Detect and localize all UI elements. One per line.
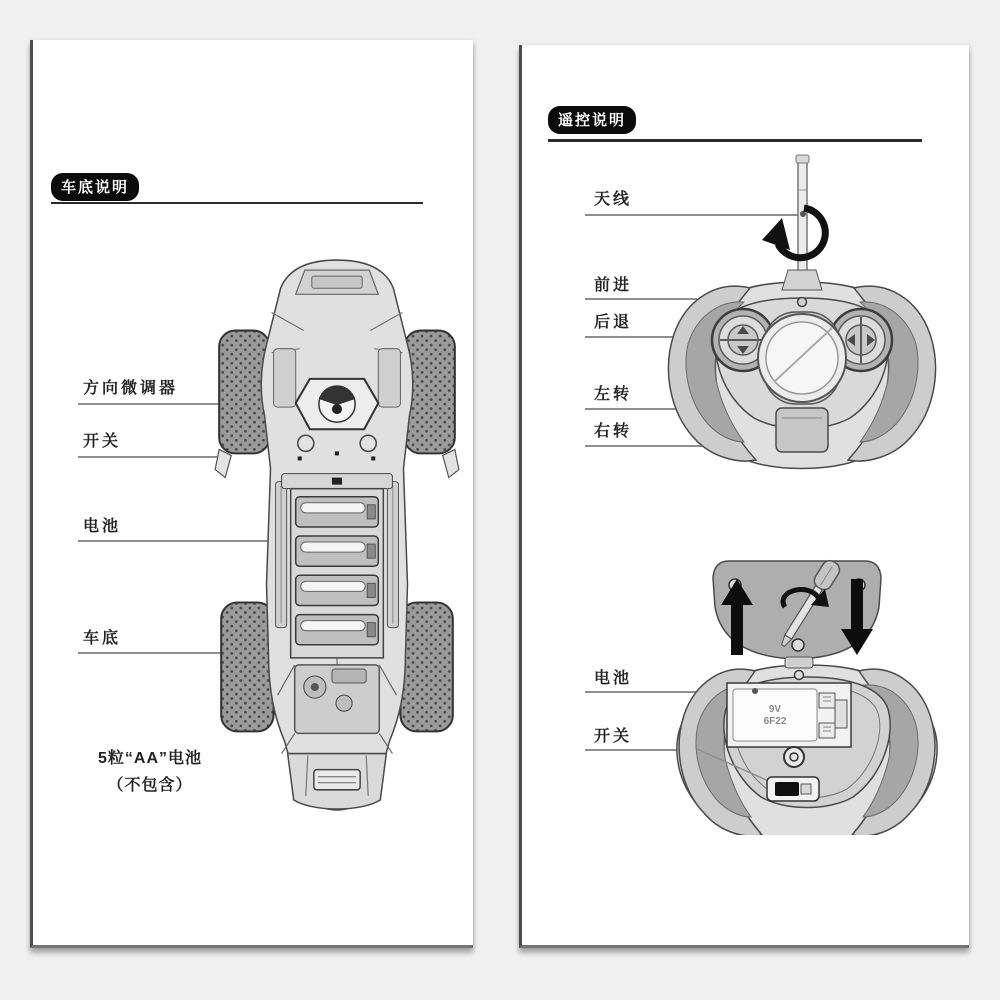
label-chassis: 车底 [83,630,122,647]
battery-note-line2: （不包含） [107,777,193,794]
led-indicator [798,298,807,307]
front-plate [312,276,362,288]
section-badge-remote: 遥控说明 [548,106,636,134]
trigger [776,408,828,452]
header-rule [51,202,423,204]
label-steering-trim: 方向微调器 [83,380,179,397]
car-underside-diagram [211,252,463,816]
page-remote [519,45,969,948]
battery-marking-type: 6F22 [763,716,787,727]
rotation-arrow-icon [762,208,825,258]
remote-top-diagram [652,150,952,470]
leader-dot [800,211,806,217]
left-suspension [274,349,296,407]
back-screw [784,747,804,767]
label-remote-switch: 开关 [594,728,633,745]
leader-dot [752,688,758,694]
power-switch [767,777,819,801]
rear-right-wheel [400,602,452,731]
left-side-flap [215,449,231,477]
screw [795,671,804,680]
screw-hole [360,435,376,451]
rear-left-wheel [221,602,273,731]
header-rule [548,139,922,142]
label-turn-left: 左转 [594,386,633,403]
right-suspension [378,349,400,407]
label-backward: 后退 [594,314,633,331]
screw-hole [298,435,314,451]
battery-note-line1: 5粒“AA”电池 [97,750,202,767]
label-switch: 开关 [83,433,122,450]
rear-bumper [288,754,387,809]
label-turn-right: 右转 [594,423,633,440]
steering-trim-unit [296,379,379,429]
section-badge-chassis: 车底说明 [51,173,139,201]
page-chassis [30,40,473,948]
leader-line [78,456,228,458]
right-side-flap [443,449,459,477]
battery-compartment-remote [727,683,851,747]
label-forward: 前进 [594,277,633,294]
label-antenna: 天线 [594,191,633,208]
label-remote-battery: 电池 [594,670,633,687]
antenna-base [782,270,822,290]
center-lens [758,312,846,404]
label-battery: 电池 [83,518,122,535]
top-tab [785,657,813,668]
battery-marking-voltage: 9V [768,704,782,715]
remote-back-diagram [667,545,947,835]
battery-compartment [282,474,393,658]
